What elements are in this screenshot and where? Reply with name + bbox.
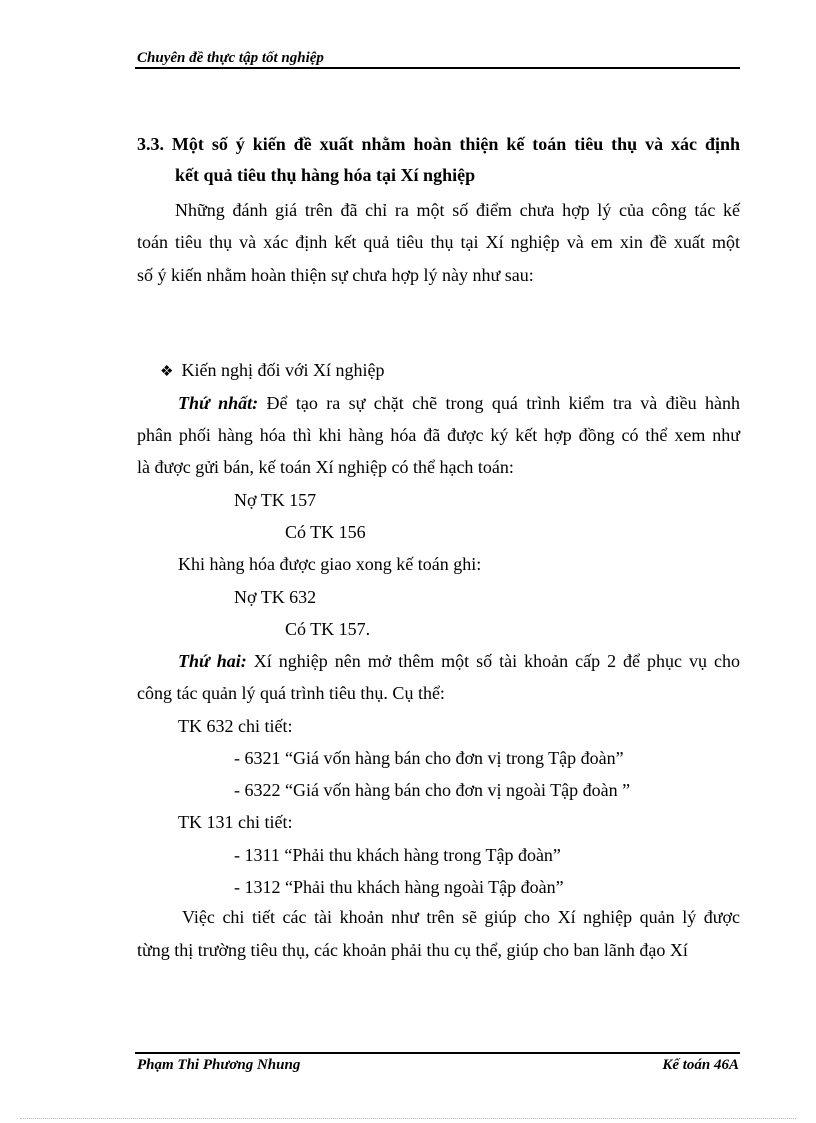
intro-line-3: số ý kiến nhằm hoàn thiện sự chưa hợp lý này như sau:	[137, 265, 534, 285]
section-heading-line-1: 3.3. Một số ý kiến đề xuất nhằm hoàn thiện kế toán tiêu thụ và xác định	[137, 134, 740, 154]
intro-line-2: toán tiêu thụ và xác định kết quả tiêu thụ tại Xí nghiệp và em xin đề xuất một	[137, 232, 740, 252]
entry-1-credit: Có TK 156	[285, 522, 366, 542]
header-divider	[135, 67, 740, 69]
tk6321-item: - 6321 “Giá vốn hàng bán cho đơn vị trong Tập đoàn”	[234, 748, 624, 768]
closing-line-1: Việc chi tiết các tài khoản như trên sẽ giúp cho Xí nghiệp quản lý được	[182, 907, 740, 927]
header-title: Chuyên đề thực tập tốt nghiệp	[137, 50, 324, 66]
closing-line-2: từng thị trường tiêu thụ, các khoản phải thu cụ thể, giúp cho ban lãnh đạo Xí	[137, 940, 688, 960]
entry-2-debit: Nợ TK 632	[234, 587, 317, 607]
recommendation-heading	[160, 359, 384, 383]
first-point-line-2: phân phối hàng hóa thì khi hàng hóa đã được ký kết hợp đồng có thể xem như	[137, 425, 740, 445]
entry-1-debit: Nợ TK 157	[234, 490, 317, 510]
tk131-heading: TK 131 chi tiết:	[178, 812, 293, 832]
recommendation-title: Kiến nghị đối với Xí nghiệp	[181, 360, 385, 380]
page-bottom-border	[20, 1118, 796, 1119]
first-point-text: Để tạo ra sự chặt chẽ trong quá trình kiểm tra và điều hành	[258, 393, 740, 413]
second-point-line-1	[178, 650, 740, 672]
first-point-line-1	[178, 392, 740, 414]
entry-2-credit: Có TK 157.	[285, 619, 371, 639]
second-point-text: Xí nghiệp nên mở thêm một số tài khoản cấp 2 để phục vụ cho	[246, 651, 740, 671]
tk6322-item: - 6322 “Giá vốn hàng bán cho đơn vị ngoài Tập đoàn ”	[234, 780, 631, 800]
intro-line-1: Những đánh giá trên đã chỉ ra một số điểm chưa hợp lý của công tác kế	[175, 200, 740, 220]
diamond-bullet-icon: ❖	[160, 364, 174, 380]
footer-author: Phạm Thi Phương Nhung	[137, 1057, 301, 1073]
first-point-line-3: là được gửi bán, kế toán Xí nghiệp có thể hạch toán:	[137, 457, 514, 477]
tk1311-item: - 1311 “Phải thu khách hàng trong Tập đoàn”	[234, 845, 561, 865]
tk1312-item: - 1312 “Phải thu khách hàng ngoài Tập đoàn”	[234, 877, 564, 897]
second-point-label: Thứ hai:	[178, 651, 247, 671]
second-point-line-2: công tác quản lý quá trình tiêu thụ. Cụ thể:	[137, 683, 445, 703]
tk632-heading: TK 632 chi tiết:	[178, 716, 293, 736]
delivered-line: Khi hàng hóa được giao xong kế toán ghi:	[178, 554, 482, 574]
footer-class: Kế toán 46A	[662, 1057, 739, 1073]
footer-divider	[135, 1052, 740, 1054]
first-point-label: Thứ nhất:	[178, 393, 259, 413]
section-heading-line-2: kết quả tiêu thụ hàng hóa tại Xí nghiệp	[175, 165, 476, 185]
